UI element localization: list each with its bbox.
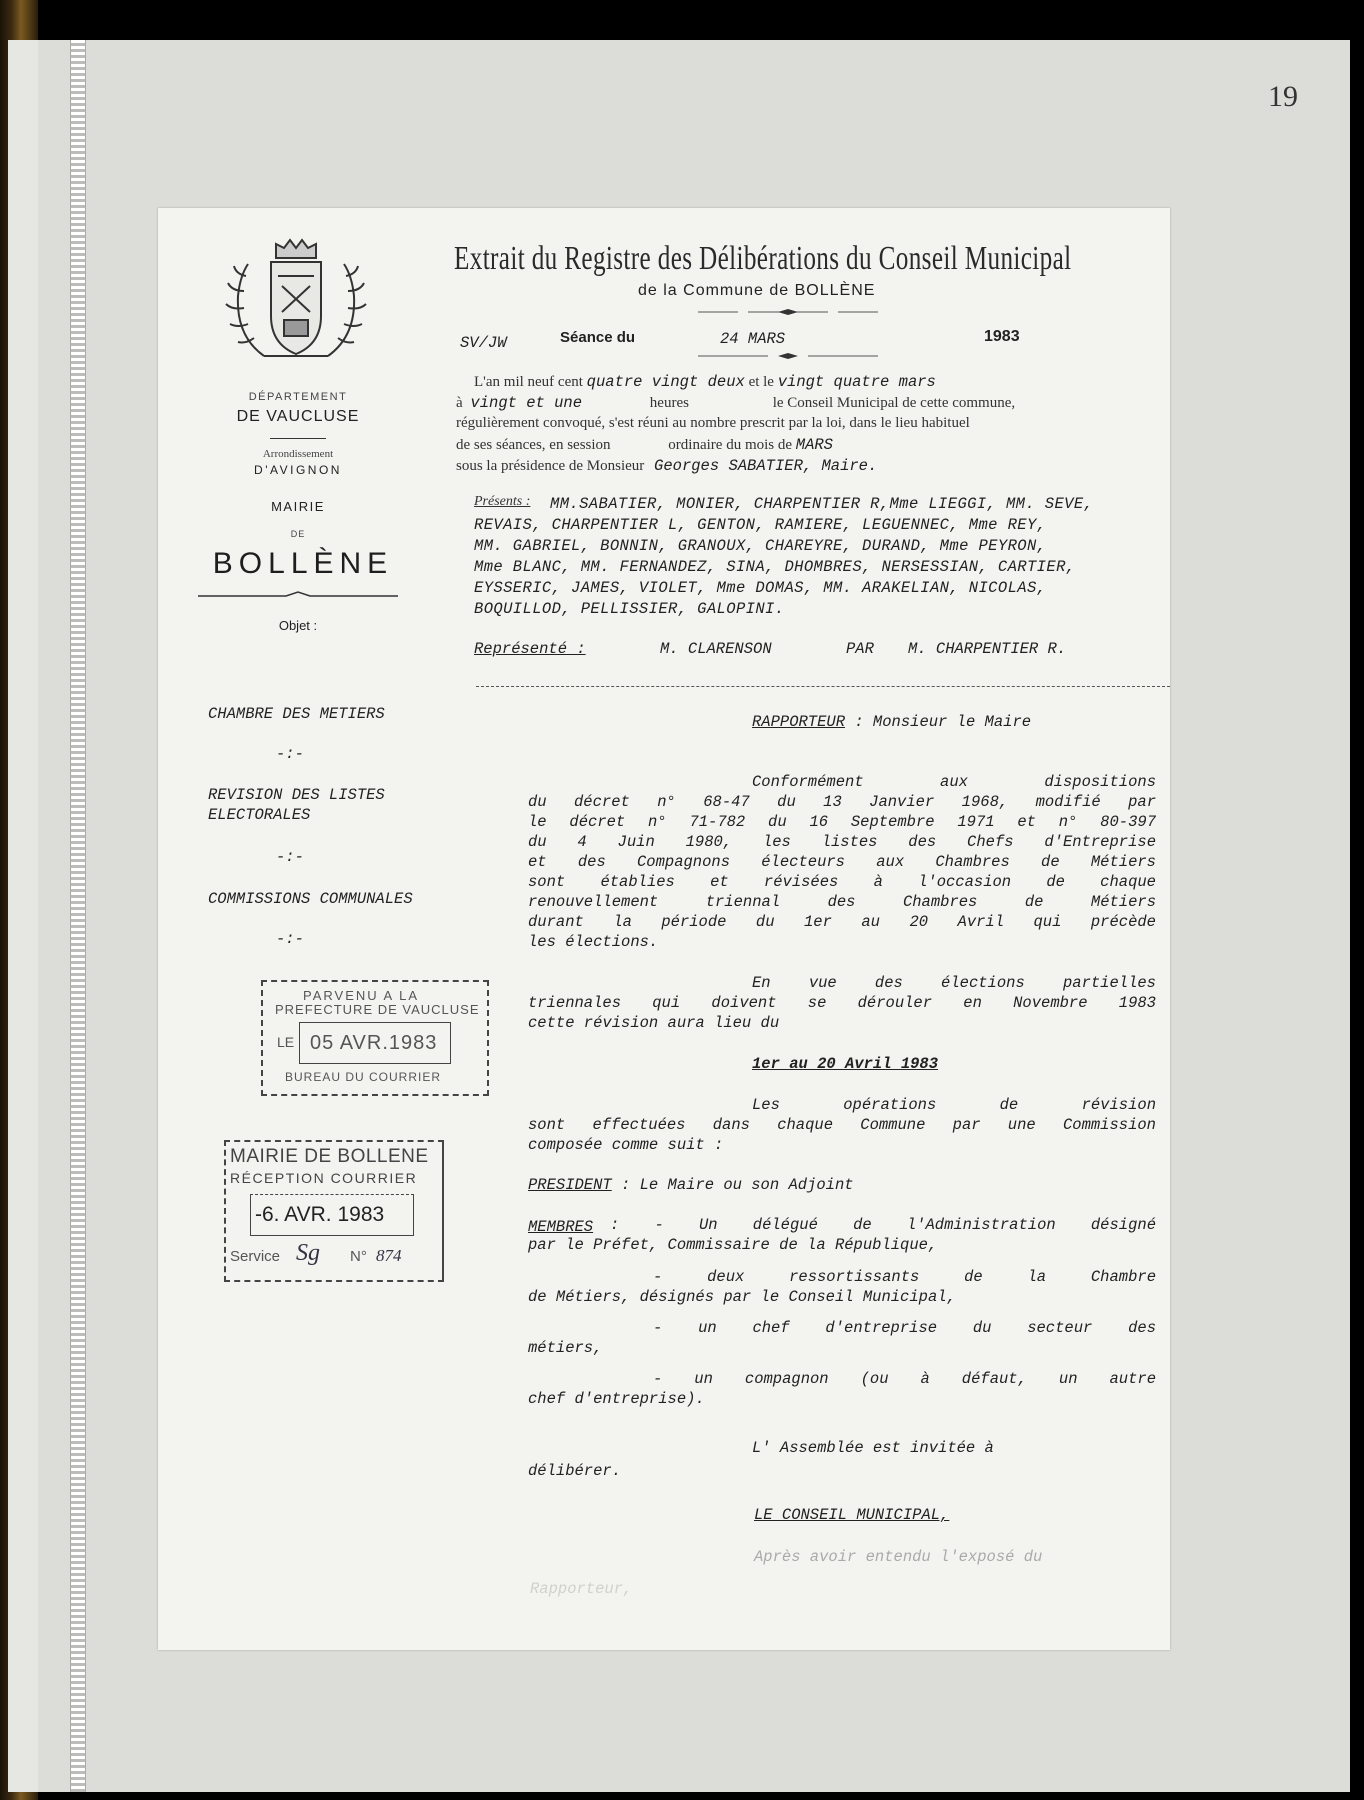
body-line: du décret n° 68-47 du 13 Janvier 1968, modifié par [528,793,1156,811]
body-line: sont effectuées dans chaque Commune par une Commission [528,1116,1156,1134]
stamp-parvenu: PARVENU A LA [303,988,420,1003]
stamp-date-box [299,1022,451,1064]
membres-line: - un chef d'entreprise du secteur des [653,1319,1156,1337]
membres-line: - deux ressortissants de la Chambre [653,1268,1156,1286]
presents-label: Présents : [474,494,531,509]
stamp-mairie-bollene: MAIRIE DE BOLLENE [230,1146,429,1167]
town-name: BOLLÈNE [212,547,394,580]
seance-year: 1983 [984,328,1020,345]
body-line: cette révision aura lieu du [528,1014,780,1032]
subject-separator: -:- [276,848,304,866]
stamp-reception-courrier: RÉCEPTION COURRIER [230,1170,418,1186]
deliberer: délibérer. [528,1462,622,1480]
president-line [528,1176,854,1194]
binding-stitch [70,40,86,1792]
rapporteur-value: : Monsieur le Maire [854,713,1032,731]
preamble-text: sous la présidence de Monsieur [456,458,645,474]
membres-line: métiers, [528,1339,603,1357]
departement-name: DE VAUCLUSE [236,408,360,425]
body-line: durant la période du 1er au 20 Avril qui précède [528,913,1156,931]
subject-revision-listes: REVISION DES LISTES [208,786,385,804]
previous-page-edge [8,40,39,1792]
preamble-text: de ses séances, en session [456,437,611,453]
apres-avoir-entendu: Après avoir entendu l'exposé du [754,1548,1043,1566]
rapporteur-label: RAPPORTEUR [752,713,846,731]
seance-label: Séance du [560,329,636,346]
preamble-hour: vingt et une [470,394,583,412]
presents-line: Mme BLANC, MM. FERNANDEZ, SINA, DHOMBRES, NERSESSIAN, CARTIER, [474,558,1076,576]
presents-line: EYSSERIC, JAMES, VIOLET, Mme DOMAS, MM. ARAKELIAN, NICOLAS, [474,579,1047,597]
stamp-bureau-courrier: BUREAU DU COURRIER [285,1070,442,1084]
body-line: renouvellement triennal des Chambres de Métiers [528,893,1156,911]
preamble-month: MARS [795,436,833,454]
bollene-coat-of-arms [216,236,376,376]
stamp-number: 874 [376,1246,402,1265]
body-line: sont établies et révisées à l'occasion de chaque [528,873,1156,891]
membres-line: : - Un délégué de l'Administration désigné [610,1216,1156,1234]
mairie-label: MAIRIE [271,499,325,514]
preamble-text: L'an mil neuf cent [474,374,583,390]
membres-line: de Métiers, désignés par le Conseil Municipal, [528,1288,956,1306]
stamp-date: 05 AVR.1983 [310,1032,438,1054]
document-title: Extrait du Registre des Délibérations du Conseil Municipal [454,240,1072,277]
presents-line: MM.SABATIER, MONIER, CHARPENTIER R,Mme LIEGGI, MM. SEVE, [550,495,1094,513]
rapporteur-faded: Rapporteur, [530,1580,633,1598]
preamble-day: vingt quatre mars [777,373,936,391]
objet-label: Objet : [278,618,318,633]
subject-separator: -:- [276,745,304,763]
membres-line: chef d'entreprise). [528,1390,705,1408]
body-line: Les opérations de révision [752,1096,1156,1114]
presents-line: REVAIS, CHARPENTIER L, GENTON, RAMIERE, LEGUENNEC, Mme REY, [474,516,1047,534]
title-ornament [698,308,878,316]
subject-chambre-metiers: CHAMBRE DES METIERS [208,705,385,723]
preamble-line-5 [456,457,877,475]
revision-dates: 1er au 20 Avril 1983 [752,1055,939,1073]
left-separator [270,438,326,439]
represente-who: M. CLARENSON [660,640,772,658]
preamble-line-4 [456,436,833,454]
preamble-text: à [456,395,463,411]
stamp-service-label: Service [230,1248,281,1265]
arrondissement-name: D'AVIGNON [254,463,342,477]
body-line: du 4 Juin 1980, les listes des Chefs d'Entreprise [528,833,1156,851]
preamble-year-words: quatre vingt deux [586,373,745,391]
stamp-date-box [250,1194,414,1236]
represente-label: Représenté : [474,640,586,658]
body-line: Conformément aux dispositions [752,773,1156,791]
represente-par: PAR [846,640,874,658]
section-divider [476,686,1170,687]
subject-electorales: ELECTORALES [208,806,311,824]
preamble-text: le Conseil Municipal de cette commune, [772,395,1016,411]
preamble-text: ordinaire du mois de [668,437,793,453]
subject-commissions: COMMISSIONS COMMUNALES [208,890,413,908]
preamble-line-1 [474,373,936,391]
prefecture-stamp [261,980,489,1096]
seance-ref: SV/JW [460,334,507,352]
page-number: 19 [1268,80,1298,113]
town-flourish [198,590,398,602]
rapporteur-line [752,713,1031,731]
body-line: triennales qui doivent se dérouler en Novembre 1983 [528,994,1156,1012]
preamble-text: heures [649,395,689,411]
commune-subtitle: de la Commune de BOLLÈNE [638,282,876,299]
preamble-president: Georges SABATIER, Maire. [654,457,878,475]
body-line: En vue des élections partielles [752,974,1156,992]
membres-label: MEMBRES [528,1218,594,1236]
preamble-line-3: régulièrement convoqué, s'est réuni au nombre prescrit par la loi, dans le lieu habituel [456,415,970,431]
stamp-le: LE [277,1034,295,1050]
departement-label: DÉPARTEMENT [248,391,348,403]
assembly-invitation: L' Assemblée est invitée à [752,1439,994,1457]
body-line: composée comme suit : [528,1136,724,1154]
stamp-date: -6. AVR. 1983 [255,1203,385,1226]
membres-line: - un compagnon (ou à défaut, un autre [653,1370,1156,1388]
preamble-line-2 [456,394,1015,412]
president-value: : Le Maire ou son Adjoint [621,1176,854,1194]
conseil-municipal-heading: LE CONSEIL MUNICIPAL, [754,1506,950,1524]
deliberation-sheet [158,208,1170,1650]
stamp-number-label: N° [350,1248,367,1265]
de-label: DE [290,529,306,539]
presents-line: MM. GABRIEL, BONNIN, GRANOUX, CHAREYRE, DURAND, Mme PEYRON, [474,537,1047,555]
seance-date: 24 MARS [720,330,786,348]
represente-by: M. CHARPENTIER R. [908,640,1067,658]
stamp-prefecture: PREFECTURE DE VAUCLUSE [275,1002,480,1017]
subject-separator: -:- [276,930,304,948]
presents-line: BOQUILLOD, PELLISSIER, GALOPINI. [474,600,785,618]
stamp-service-initials: Sg [296,1240,320,1266]
body-line: le décret n° 71-782 du 16 Septembre 1971 et n° 80-397 [528,813,1156,831]
seance-ornament [698,352,878,360]
president-label: PRESIDENT [528,1176,612,1194]
arrondissement-label: Arrondissement [262,448,334,460]
body-line: les élections. [528,933,659,951]
body-line: et des Compagnons électeurs aux Chambres de Métiers [528,853,1156,871]
preamble-text: et le [748,374,774,390]
membres-line: par le Préfet, Commissaire de la République, [528,1236,938,1254]
mairie-reception-stamp [224,1140,444,1282]
